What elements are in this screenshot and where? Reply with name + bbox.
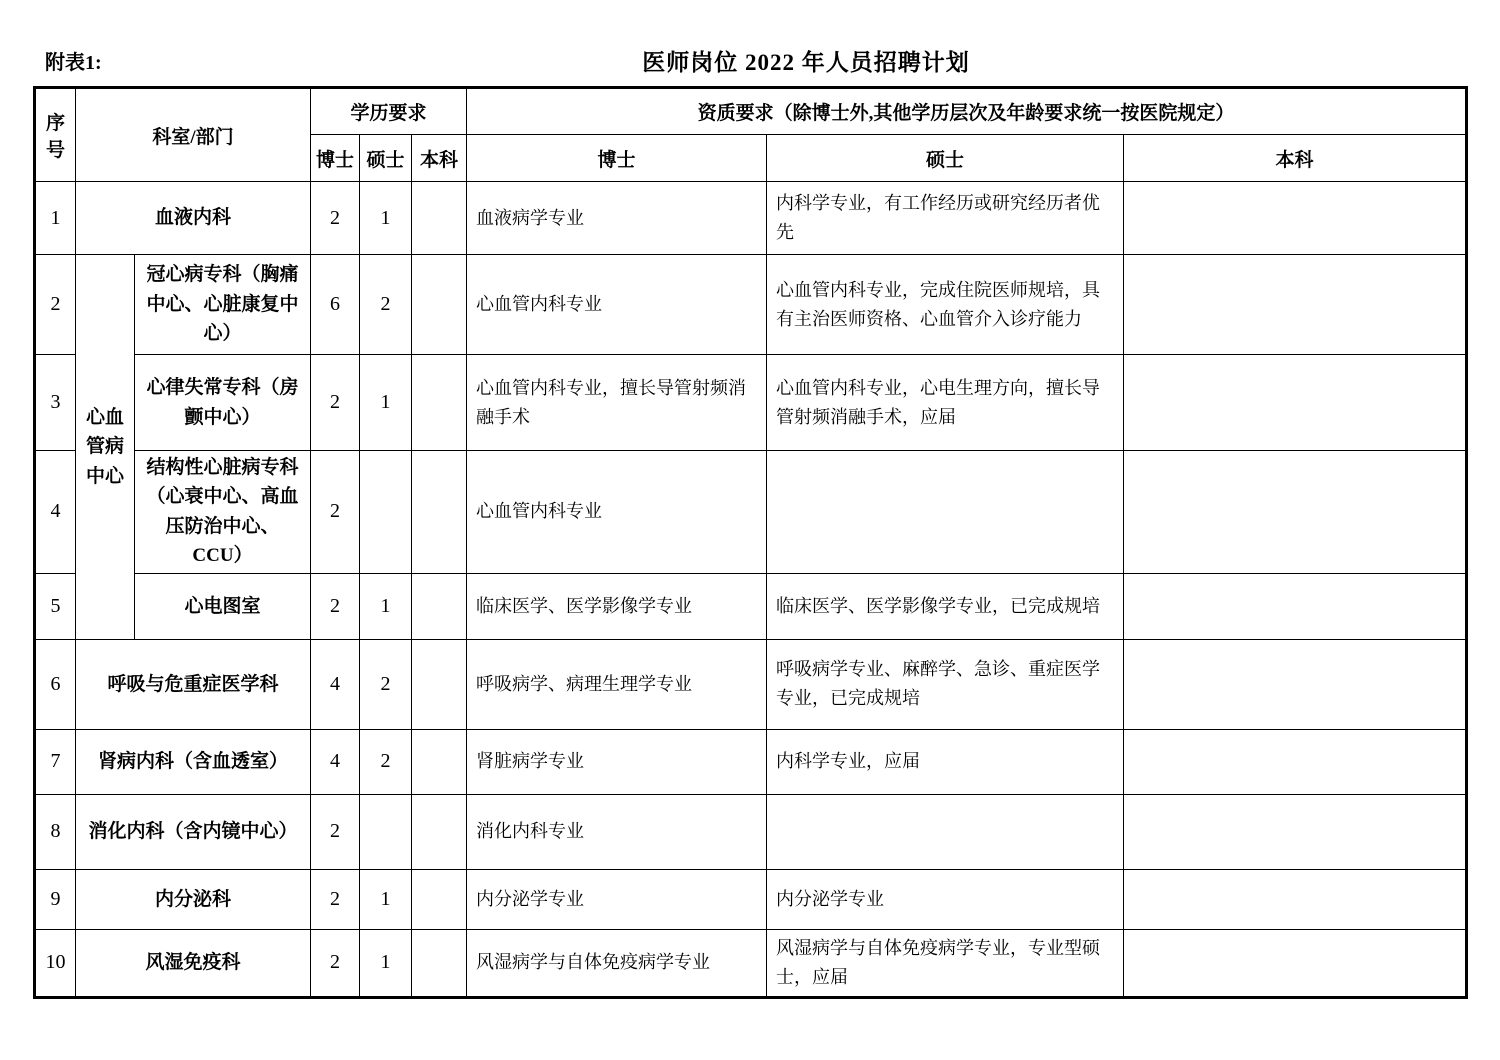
cell-seq: 3 bbox=[35, 355, 76, 451]
cell-qual-doctor: 心血管内科专业 bbox=[467, 451, 767, 574]
cell-bachelor-count bbox=[412, 355, 467, 451]
cell-bachelor-count bbox=[412, 639, 467, 729]
cell-qual-doctor: 血液病学专业 bbox=[467, 182, 767, 255]
cell-seq: 2 bbox=[35, 255, 76, 355]
cell-qual-bachelor bbox=[1124, 639, 1467, 729]
cell-qual-master: 风湿病学与自体免疫病学专业，专业型硕士，应届 bbox=[767, 929, 1124, 997]
cell-seq: 1 bbox=[35, 182, 76, 255]
cell-qual-doctor: 心血管内科专业 bbox=[467, 255, 767, 355]
cell-qual-doctor: 风湿病学与自体免疫病学专业 bbox=[467, 929, 767, 997]
cell-dept: 肾病内科（含血透室） bbox=[76, 729, 311, 794]
cell-qual-master bbox=[767, 794, 1124, 869]
cell-seq: 6 bbox=[35, 639, 76, 729]
cell-doctor-count: 2 bbox=[311, 929, 360, 997]
cell-master-count: 1 bbox=[360, 929, 412, 997]
cell-bachelor-count bbox=[412, 869, 467, 929]
page-title: 医师岗位 2022 年人员招聘计划 bbox=[642, 50, 970, 75]
cell-master-count: 1 bbox=[360, 182, 412, 255]
header-qual-bachelor: 本科 bbox=[1124, 135, 1467, 182]
cell-qual-doctor: 内分泌学专业 bbox=[467, 869, 767, 929]
header-qual-master: 硕士 bbox=[767, 135, 1124, 182]
cell-doctor-count: 4 bbox=[311, 639, 360, 729]
cell-qual-bachelor bbox=[1124, 355, 1467, 451]
header-education-group: 学历要求 bbox=[311, 88, 467, 135]
table-row bbox=[35, 929, 1467, 997]
cell-doctor-count: 2 bbox=[311, 355, 360, 451]
cell-doctor-count: 6 bbox=[311, 255, 360, 355]
cell-seq: 8 bbox=[35, 794, 76, 869]
cell-doctor-count: 4 bbox=[311, 729, 360, 794]
table-row bbox=[35, 182, 1467, 255]
cell-qual-master: 心血管内科专业，心电生理方向，擅长导管射频消融手术，应届 bbox=[767, 355, 1124, 451]
cell-dept: 结构性心脏病专科（心衰中心、高血压防治中心、CCU） bbox=[135, 451, 311, 574]
cell-group-dept: 心血管病中心 bbox=[76, 255, 135, 640]
cell-qual-bachelor bbox=[1124, 573, 1467, 639]
cell-doctor-count: 2 bbox=[311, 182, 360, 255]
cell-seq: 9 bbox=[35, 869, 76, 929]
recruitment-table bbox=[33, 86, 1468, 999]
cell-qual-bachelor bbox=[1124, 182, 1467, 255]
table-row bbox=[35, 255, 1467, 355]
header-qualification-group: 资质要求（除博士外,其他学历层次及年龄要求统一按医院规定） bbox=[467, 88, 1467, 135]
cell-qual-doctor: 消化内科专业 bbox=[467, 794, 767, 869]
table-row bbox=[35, 869, 1467, 929]
cell-dept: 心律失常专科（房颤中心） bbox=[135, 355, 311, 451]
cell-doctor-count: 2 bbox=[311, 451, 360, 574]
header-row-top bbox=[35, 88, 1467, 135]
cell-seq: 7 bbox=[35, 729, 76, 794]
header-seq: 序号 bbox=[35, 88, 76, 182]
cell-qual-master: 内科学专业，应届 bbox=[767, 729, 1124, 794]
cell-bachelor-count bbox=[412, 573, 467, 639]
cell-qual-doctor: 呼吸病学、病理生理学专业 bbox=[467, 639, 767, 729]
cell-dept: 消化内科（含内镜中心） bbox=[76, 794, 311, 869]
cell-qual-master: 心血管内科专业，完成住院医师规培，具有主治医师资格、心血管介入诊疗能力 bbox=[767, 255, 1124, 355]
cell-qual-doctor: 心血管内科专业，擅长导管射频消融手术 bbox=[467, 355, 767, 451]
cell-qual-master: 临床医学、医学影像学专业，已完成规培 bbox=[767, 573, 1124, 639]
cell-bachelor-count bbox=[412, 794, 467, 869]
cell-qual-bachelor bbox=[1124, 869, 1467, 929]
table-row bbox=[35, 729, 1467, 794]
cell-bachelor-count bbox=[412, 929, 467, 997]
cell-qual-master: 内科学专业，有工作经历或研究经历者优先 bbox=[767, 182, 1124, 255]
cell-bachelor-count bbox=[412, 729, 467, 794]
cell-qual-bachelor bbox=[1124, 794, 1467, 869]
table-row bbox=[35, 794, 1467, 869]
cell-master-count: 1 bbox=[360, 355, 412, 451]
header-edu-doctor: 博士 bbox=[311, 135, 360, 182]
cell-master-count: 2 bbox=[360, 255, 412, 355]
cell-dept: 冠心病专科（胸痛中心、心脏康复中心） bbox=[135, 255, 311, 355]
cell-bachelor-count bbox=[412, 182, 467, 255]
cell-master-count: 2 bbox=[360, 639, 412, 729]
cell-dept: 内分泌科 bbox=[76, 869, 311, 929]
cell-doctor-count: 2 bbox=[311, 869, 360, 929]
cell-master-count: 1 bbox=[360, 869, 412, 929]
cell-master-count: 2 bbox=[360, 729, 412, 794]
cell-seq: 5 bbox=[35, 573, 76, 639]
cell-bachelor-count bbox=[412, 255, 467, 355]
cell-master-count bbox=[360, 451, 412, 574]
header-edu-master: 硕士 bbox=[360, 135, 412, 182]
cell-qual-doctor: 临床医学、医学影像学专业 bbox=[467, 573, 767, 639]
table-annotation: 附表1: bbox=[45, 52, 102, 74]
cell-qual-bachelor bbox=[1124, 929, 1467, 997]
cell-qual-bachelor bbox=[1124, 255, 1467, 355]
cell-qual-doctor: 肾脏病学专业 bbox=[467, 729, 767, 794]
table-row bbox=[35, 355, 1467, 451]
header-dept: 科室/部门 bbox=[76, 88, 311, 182]
cell-dept: 血液内科 bbox=[76, 182, 311, 255]
cell-seq: 10 bbox=[35, 929, 76, 997]
table-row bbox=[35, 639, 1467, 729]
table-row bbox=[35, 573, 1467, 639]
cell-dept: 呼吸与危重症医学科 bbox=[76, 639, 311, 729]
cell-master-count bbox=[360, 794, 412, 869]
cell-dept: 风湿免疫科 bbox=[76, 929, 311, 997]
header-qual-doctor: 博士 bbox=[467, 135, 767, 182]
cell-doctor-count: 2 bbox=[311, 794, 360, 869]
table-row bbox=[35, 451, 1467, 574]
cell-master-count: 1 bbox=[360, 573, 412, 639]
cell-qual-master bbox=[767, 451, 1124, 574]
header-edu-bachelor: 本科 bbox=[412, 135, 467, 182]
cell-dept: 心电图室 bbox=[135, 573, 311, 639]
cell-qual-master: 呼吸病学专业、麻醉学、急诊、重症医学专业，已完成规培 bbox=[767, 639, 1124, 729]
cell-bachelor-count bbox=[412, 451, 467, 574]
cell-seq: 4 bbox=[35, 451, 76, 574]
cell-qual-bachelor bbox=[1124, 451, 1467, 574]
cell-qual-bachelor bbox=[1124, 729, 1467, 794]
cell-qual-master: 内分泌学专业 bbox=[767, 869, 1124, 929]
cell-doctor-count: 2 bbox=[311, 573, 360, 639]
